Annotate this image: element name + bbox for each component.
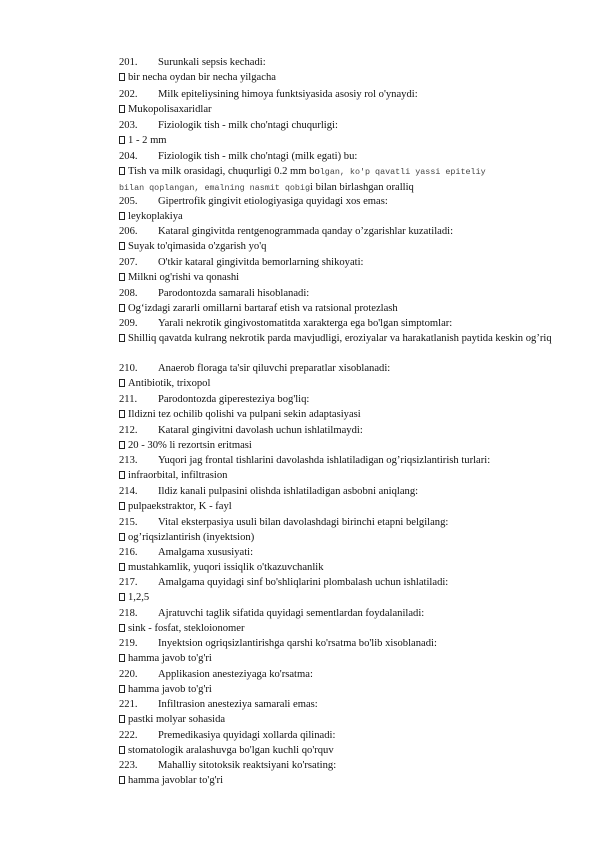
answer-text: hamma javoblar to'g'ri [128,775,224,786]
question-text: Amalgama xususiyati: [158,547,254,558]
question-214 [119,485,418,498]
answer-text: Milkni og'rishi va qonashi [128,272,240,283]
answer-text: Antibiotik, trixopol [128,378,211,389]
question-208 [119,287,309,300]
answer-212 [119,438,559,453]
answer-text: Suyak to'qimasida o'zgarish yo'q [128,241,267,252]
answer-text: bir necha oydan bir necha yilgacha [128,72,276,83]
question-213 [119,454,490,467]
answer-208 [119,301,559,316]
checkbox-icon [119,105,125,113]
question-201 [119,56,266,69]
question-number: 202. [119,89,138,100]
checkbox-icon [119,533,125,541]
question-text: O'tkir kataral gingivitda bemorlarning shikoyati: [158,257,364,268]
question-number: 201. [119,57,138,68]
answer-text: Mukopolisaxaridlar [128,104,212,115]
checkbox-icon [119,273,125,281]
answer-218 [119,621,559,636]
question-221 [119,698,318,711]
question-207 [119,256,364,269]
question-text: Gipertrofik gingivit etiologiyasiga quyidagi xos emas: [158,196,388,207]
answer-206 [119,239,559,254]
answer-216 [119,560,559,575]
question-223 [119,759,336,772]
question-number: 207. [119,257,138,268]
answer-213 [119,468,559,483]
answer-203 [119,133,559,148]
checkbox-icon [119,624,125,632]
answer-211 [119,407,559,422]
answer-text: Ildizni tez ochilib qolishi va pulpani sekin adaptasiyasi [128,409,361,420]
answer-201 [119,70,559,85]
question-number: 221. [119,699,138,710]
answer-text: hamma javob to'g'ri [128,653,212,664]
answer-text: leykoplakiya [128,211,183,222]
question-210 [119,362,390,375]
question-text: Parodontozda giperesteziya bog'liq: [158,394,310,405]
question-number: 215. [119,517,138,528]
checkbox-icon [119,212,125,220]
answer-223 [119,773,559,788]
question-text: Fiziologik tish - milk cho'ntagi (milk egati) bu: [158,151,358,162]
answer-214 [119,499,559,514]
checkbox-icon [119,563,125,571]
answer-220 [119,682,559,697]
answer-text-mono: lgan, ko'p qavatli yassi epiteliy [319,167,486,177]
answer-text: pastki molyar sohasida [128,714,226,725]
question-number: 222. [119,730,138,741]
checkbox-icon [119,593,125,601]
answer-202 [119,102,559,117]
question-number: 204. [119,151,138,162]
question-text: Parodontozda samarali hisoblanadi: [158,288,310,299]
question-206 [119,225,453,238]
question-number: 210. [119,363,138,374]
checkbox-icon [119,304,125,312]
question-202 [119,88,418,101]
question-number: 213. [119,455,138,466]
question-text: Premedikasiya quyidagi xollarda qilinadi: [158,730,336,741]
checkbox-icon [119,242,125,250]
question-number: 216. [119,547,138,558]
checkbox-icon [119,715,125,723]
question-text: Surunkali sepsis kechadi: [158,57,266,68]
checkbox-icon [119,746,125,754]
answer-209 [119,331,559,346]
question-text: Milk epiteliysining himoya funktsiyasida asosiy rol o'ynaydi: [158,89,418,100]
answer-205 [119,209,559,224]
question-number: 214. [119,486,138,497]
question-text: Kataral gingivitni davolash uchun ishlatilmaydi: [158,425,363,436]
checkbox-icon [119,441,125,449]
question-text: Inyektsion ogriqsizlantirishga qarshi ko'rsatma bo'lib xisoblanadi: [158,638,437,649]
answer-204 [119,164,559,196]
question-215 [119,516,448,529]
question-text: Anaerob floraga ta'sir qiluvchi preparatlar xisoblanadi: [158,363,391,374]
question-number: 220. [119,669,138,680]
answer-219 [119,651,559,666]
question-216 [119,546,253,559]
question-text: Ajratuvchi taglik sifatida quyidagi sementlardan foydalaniladi: [158,608,425,619]
checkbox-icon [119,334,125,342]
answer-text: pulpaekstraktor, K - fayl [128,501,232,512]
answer-text: 1,2,5 [128,592,150,603]
question-204 [119,150,357,163]
question-222 [119,729,335,742]
answer-text: Tish va milk orasidagi, chuqurligi 0.2 mm bo [128,166,320,177]
question-218 [119,607,424,620]
question-number: 219. [119,638,138,649]
question-212 [119,424,363,437]
question-220 [119,668,313,681]
checkbox-icon [119,502,125,510]
answer-text: mustahkamlik, yuqori issiqlik o'tkazuvchanlik [128,562,324,573]
answer-text: stomatologik aralashuvga bo'lgan kuchli qo'rquv [128,745,334,756]
answer-215 [119,530,559,545]
checkbox-icon [119,167,125,175]
question-209 [119,317,452,330]
question-text: Amalgama quyidagi sinf bo'shliqlarini plombalash uchun ishlatiladi: [158,577,449,588]
question-text: Vital eksterpasiya usuli bilan davolashdagi birinchi etapni belgilang: [158,517,449,528]
answer-207 [119,270,559,285]
question-number: 211. [119,394,138,405]
question-number: 218. [119,608,138,619]
question-number: 217. [119,577,138,588]
answer-text: 20 - 30% li rezortsin eritmasi [128,440,252,451]
question-text: Mahalliy sitotoksik reaktsiyani ko'rsating: [158,760,337,771]
question-217 [119,576,448,589]
question-number: 223. [119,760,138,771]
answer-text: hamma javob to'g'ri [128,684,212,695]
answer-text: 1 - 2 mm [128,135,167,146]
checkbox-icon [119,379,125,387]
answer-text: Og‘izdagi zararli omillarni bartaraf etish va ratsional protezlash [128,303,398,314]
answer-217 [119,590,559,605]
answer-text-mono: bilan qoplangan, emalning nasmit qobig [119,183,310,193]
answer-text: og’riqsizlantirish (inyektsion) [128,532,255,543]
answer-text: Shilliq qavatda kulrang nekrotik parda mavjudligi, eroziyalar va harakatlanish paytida keskin og’riq [128,333,552,344]
question-text: Ildiz kanali pulpasini olishda ishlatiladigan asbobni aniqlang: [158,486,419,497]
checkbox-icon [119,685,125,693]
checkbox-icon [119,410,125,418]
answer-222 [119,743,559,758]
question-text: Yuqori jag frontal tishlarini davolashda ishlatiladigan og’riqsizlantirish turlari: [158,455,491,466]
question-text: Yarali nekrotik gingivostomatitda xarakterga ega bo'lgan simptomlar: [158,318,453,329]
answer-text: infraorbital, infiltrasion [128,470,228,481]
question-203 [119,119,338,132]
answer-210 [119,376,559,391]
question-text: Infiltrasion anesteziya samarali emas: [158,699,318,710]
question-205 [119,195,388,208]
question-211 [119,393,309,406]
question-219 [119,637,437,650]
answer-text: i bilan birlashgan oralliq [309,182,414,193]
question-text: Kataral gingivitda rentgenogrammada qanday o’zgarishlar kuzatiladi: [158,226,454,237]
answer-text: sink - fosfat, stekloionomer [128,623,245,634]
question-number: 205. [119,196,138,207]
checkbox-icon [119,776,125,784]
question-number: 203. [119,120,138,131]
checkbox-icon [119,73,125,81]
question-number: 212. [119,425,138,436]
question-number: 206. [119,226,138,237]
answer-221 [119,712,559,727]
question-number: 209. [119,318,138,329]
question-text: Fiziologik tish - milk cho'ntagi chuqurligi: [158,120,338,131]
checkbox-icon [119,136,125,144]
checkbox-icon [119,471,125,479]
checkbox-icon [119,654,125,662]
question-text: Applikasion anesteziyaga ko'rsatma: [158,669,313,680]
question-number: 208. [119,288,138,299]
